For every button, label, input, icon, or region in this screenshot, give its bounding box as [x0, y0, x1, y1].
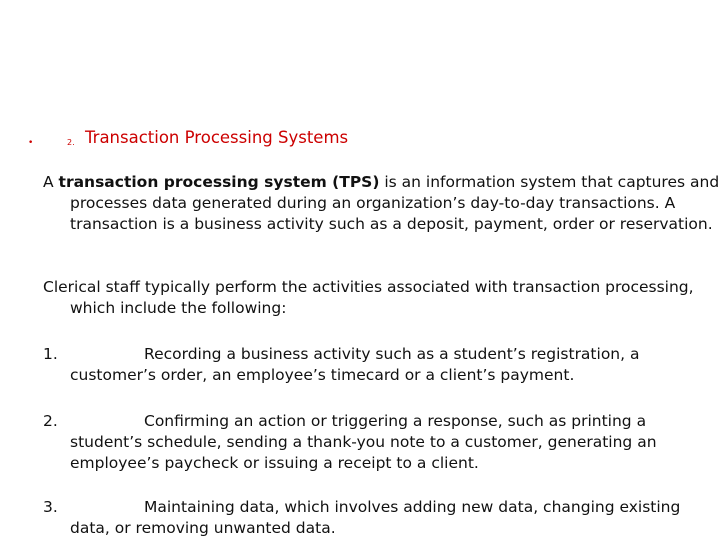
- intro-text: is an information system that captures and processes data generated during an organization’s day-to-day transactions. A transaction is a business activity such as a deposit, payment, order or reservation.: [70, 173, 720, 233]
- list-item-text: Confirming an action or triggering a response, such as printing a student’s schedule, sending a thank-you note to a customer, generating an employee’s paycheck or issuing a receipt to a client.: [70, 412, 657, 472]
- section-heading: [28, 128, 708, 152]
- heading-number: 2.: [67, 138, 75, 147]
- list-item: [43, 411, 693, 474]
- list-item: [43, 344, 693, 386]
- intro-term: transaction processing system (TPS): [58, 173, 380, 191]
- list-item-number: 2.: [43, 412, 58, 430]
- clerical-paragraph: Clerical staff typically perform the activities associated with transaction processing, which include the following:: [43, 278, 694, 317]
- list-item-number: 3.: [43, 498, 58, 516]
- intro-prefix: A: [43, 173, 59, 191]
- list-item-number: 1.: [43, 345, 58, 363]
- list-item: [43, 497, 693, 539]
- intro-paragraph: [43, 172, 720, 235]
- heading-title: Transaction Processing Systems: [85, 128, 349, 147]
- list-item-text: Recording a business activity such as a student’s registration, a customer’s order, an employee’s timecard or a client’s payment.: [70, 345, 640, 384]
- list-item-text: Maintaining data, which involves adding new data, changing existing data, or removing unwanted data.: [70, 498, 681, 537]
- heading-bullet: •: [28, 138, 34, 148]
